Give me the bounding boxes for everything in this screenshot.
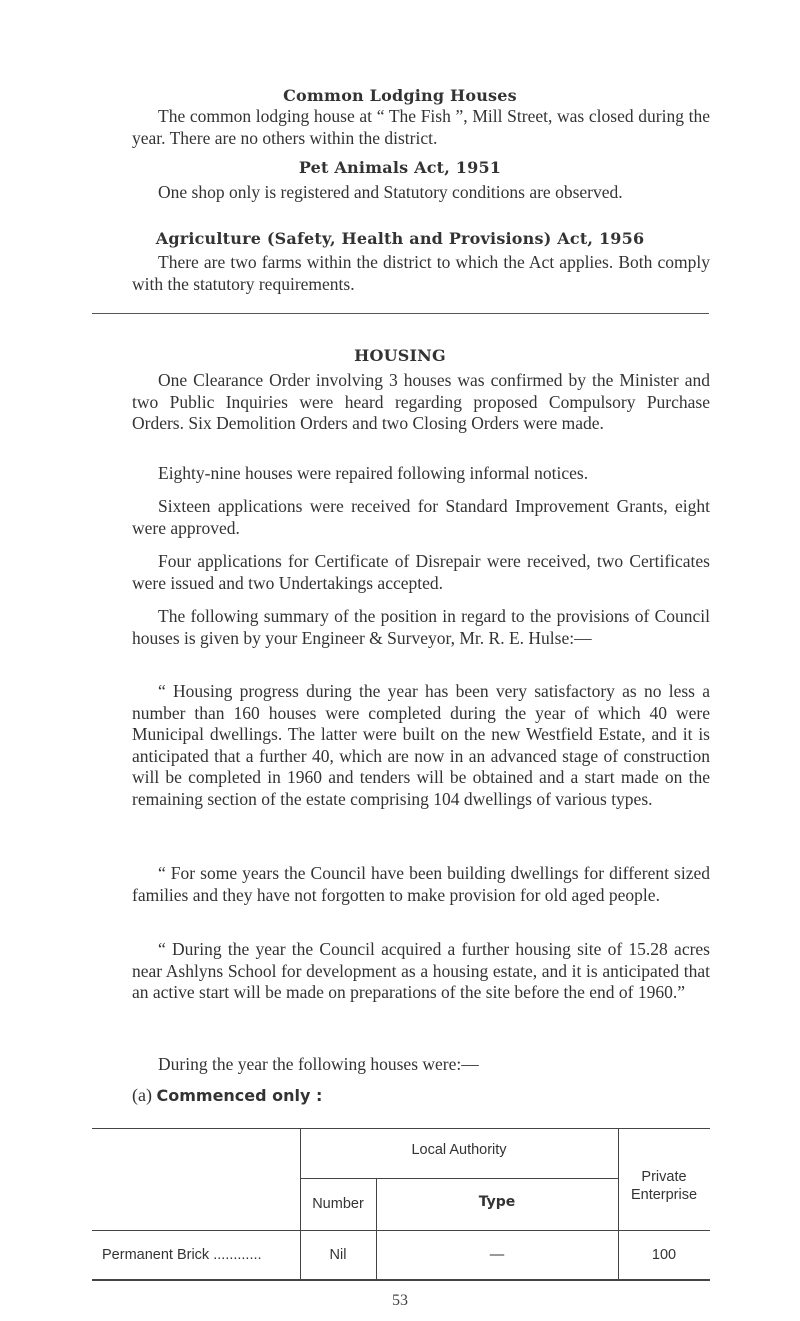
header-local-authority: Local Authority: [411, 1142, 507, 1158]
housing-paragraph-6: “ Housing progress during the year has been very satisfactory as no less a number than 160 houses were completed during the year of which 40 were Municipal dwellings. The latter were built on the new Westfield Estate, and it is anticipated that a further 40, which are now in an advanced stage of construction will be completed in 1960 and tenders will be obtained and a start made on the remaining section of the estate comprising 104 dwellings of various types.: [132, 681, 710, 809]
housing-paragraph-1: One Clearance Order involving 3 houses was confirmed by the Minister and two Public Inquiries were heard regarding proposed Compulsory Purchase Orders. Six Demolition Orders and two Closing Orders were made.: [132, 370, 710, 433]
paragraph-pets: One shop only is registered and Statutory conditions are observed.: [158, 182, 623, 202]
paragraph-lodging: The common lodging house at “ The Fish ”, Mill Street, was closed during the year. There are no others within the district.: [132, 106, 710, 148]
cell-type: —: [489, 1247, 505, 1263]
cell-number: Nil: [329, 1247, 347, 1263]
page-number: 53: [392, 1292, 408, 1309]
section-heading-pets: Pet Animals Act, 1951: [298, 158, 502, 177]
section-divider: [92, 313, 709, 314]
row-label-permanent-brick: Permanent Brick ............: [102, 1247, 262, 1263]
housing-paragraph-3: Sixteen applications were received for Standard Improvement Grants, eight were approved.: [132, 496, 710, 538]
header-number: Number: [312, 1196, 364, 1212]
cell-private-enterprise: 100: [651, 1247, 677, 1263]
houses-table: [92, 1128, 710, 1284]
housing-paragraph-9: During the year the following houses were:—: [158, 1054, 479, 1074]
section-heading-agriculture: Agriculture (Safety, Health and Provisions) Act, 1956: [155, 229, 645, 248]
subsection-title: Commenced only :: [156, 1086, 323, 1105]
section-heading-lodging: Common Lodging Houses: [283, 86, 517, 105]
housing-paragraph-7: “ For some years the Council have been building dwellings for different sized families and they have not forgotten to make provision for old aged people.: [132, 863, 710, 905]
housing-paragraph-8: “ During the year the Council acquired a further housing site of 15.28 acres near Ashlyns School for development as a housing estate, and it is anticipated that an active start will be made on preparations of the site before the end of 1960.”: [132, 939, 710, 1002]
header-private-enterprise: Private Enterprise: [630, 1169, 698, 1203]
housing-paragraph-4: Four applications for Certificate of Disrepair were received, two Certificates were issued and two Undertakings accepted.: [132, 551, 710, 593]
table-header-divider: [300, 1178, 618, 1179]
paragraph-agriculture: There are two farms within the district to which the Act applies. Both comply with the statutory requirements.: [132, 252, 710, 294]
subsection-heading: [132, 1085, 322, 1106]
housing-paragraph-2: Eighty-nine houses were repaired following informal notices.: [158, 463, 589, 483]
housing-paragraph-5: The following summary of the position in regard to the provisions of Council houses is given by your Engineer & Surveyor, Mr. R. E. Hulse:—: [132, 606, 710, 648]
header-type: Type: [478, 1194, 516, 1210]
subsection-label: (a): [132, 1085, 152, 1105]
housing-heading: HOUSING: [354, 346, 446, 365]
